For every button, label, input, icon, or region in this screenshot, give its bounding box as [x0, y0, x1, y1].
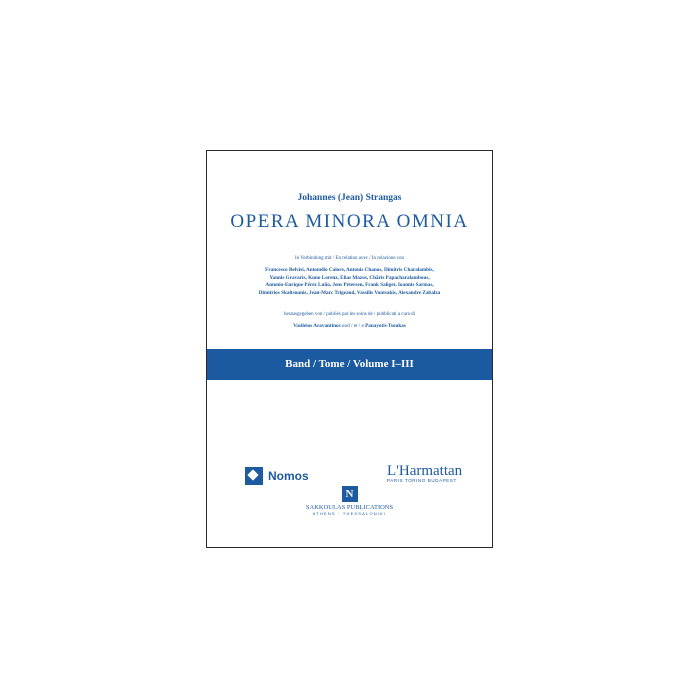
nomos-logo-icon [245, 467, 263, 485]
sakkoulas-logo-icon: N [342, 486, 358, 502]
nomos-publisher [245, 467, 309, 485]
sakkoulas-name: SAKKOULAS PUBLICATIONS [305, 504, 394, 511]
author-name: Johannes (Jean) Strangas [297, 193, 402, 203]
collaborators-line: Antonio-Enrique Pérez Luño, Jens Petersen, Frank Saliger, Ioannis Sarmas, [265, 282, 434, 289]
harmattan-cities: PARIS TORINO BUDAPEST [387, 478, 457, 483]
volume-band [207, 349, 492, 380]
editor-first: Vasileios Aravantinos [293, 323, 341, 329]
collaborators-line: Dimitrios Skaltsounis, Jean-Marc Trigeaud, Vassilis Voutsakis, Alexandre Zabalza [258, 289, 441, 296]
collaborators-line: Francesco Belvisi, Antonello Calore, Antonis Chanos, Dimitris Charalambis, [265, 267, 434, 273]
collaborators-line: Yannis Gravaris, Kuno Lorenz, Elias Mazos, Chāris Papacharalambous, [269, 274, 430, 281]
harmattan-publisher [387, 463, 462, 483]
volume-label: Band / Tome / Volume I–III [285, 358, 414, 370]
sakkoulas-cities: ATHENS · THESSALONIKI [312, 511, 387, 516]
book-cover [206, 150, 493, 548]
book-title: OPERA MINORA OMNIA [230, 211, 469, 232]
editors [207, 323, 492, 329]
nomos-name: Nomos [268, 469, 309, 483]
collaboration-intro: In Verbindung mit / En relation avec / In relazione con [294, 256, 405, 261]
sakkoulas-publisher [207, 484, 492, 516]
harmattan-name: L'Harmattan [387, 463, 463, 479]
collaborators-list [207, 267, 492, 297]
editors-intro: herausgegeben von / publiés par les soins de / pubblicati a cura di [283, 312, 416, 317]
editor-joiner: und / et / e [340, 323, 366, 329]
editor-second: Panayotis Tsoukas [365, 323, 406, 329]
